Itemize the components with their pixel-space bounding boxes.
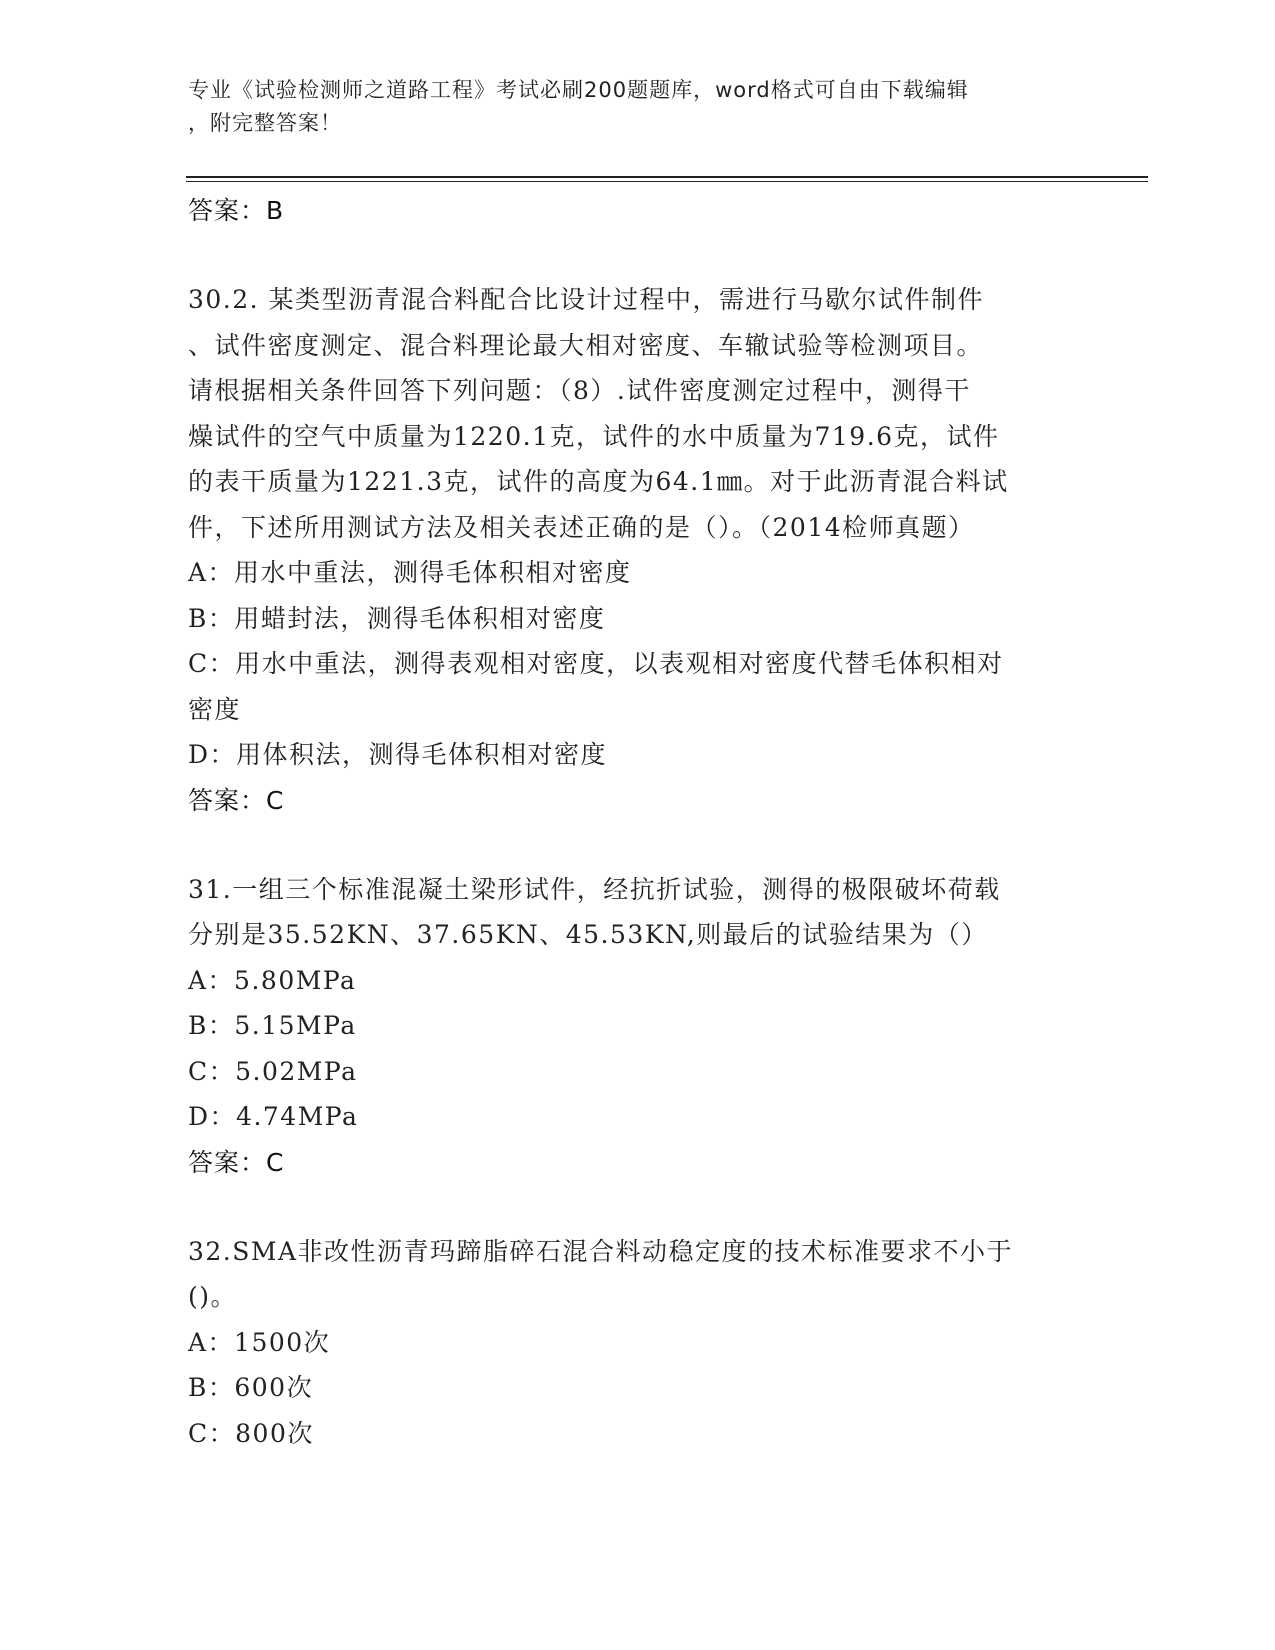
option-d: D：4.74MPa [188,1102,359,1131]
option-b: B：600次 [188,1373,314,1402]
question-line: 件，下述所用测试方法及相关表述正确的是（）。（2014检师真题） [188,512,975,542]
previous-answer: 答案：B [188,196,285,225]
option-a: A：5.80MPa [188,965,357,995]
option-c: C：用水中重法，测得表观相对密度，以表观相对密度代替毛体积相对 [188,649,1004,678]
question-31 [188,867,1088,1185]
option-b: B：5.15MPa [188,1011,357,1040]
option-a: A：用水中重法，测得毛体积相对密度 [188,558,632,587]
spacer [188,233,1088,277]
option-c: C：5.02MPa [188,1056,358,1086]
question-line: 32.SMA非改性沥青玛蹄脂碎石混合料动稳定度的技术标准要求不小于 [188,1236,1014,1266]
option-c: C：800次 [188,1418,314,1448]
question-line: 、试件密度测定、混合料理论最大相对密度、车辙试验等检测项目。 [188,330,984,360]
question-line: 30.2. 某类型沥青混合料配合比设计过程中，需进行马歇尔试件制件 [188,285,985,314]
option-d: D：用体积法，测得毛体积相对密度 [188,740,608,769]
spacer [188,1185,1088,1229]
header-divider-thin [186,181,1148,182]
spacer [188,823,1088,867]
answer: 答案：C [188,785,285,815]
question-line: ()。 [188,1282,238,1311]
question-line: 31.一组三个标准混凝土梁形试件，经抗折试验，测得的极限破坏荷载 [188,874,1001,904]
answer: 答案：C [188,1147,285,1177]
header-divider-thick [186,176,1148,178]
document-header [188,74,1068,140]
option-a: A：1500次 [188,1327,331,1357]
question-line: 请根据相关条件回答下列问题：（8）.试件密度测定过程中，测得干 [188,376,971,405]
option-b: B：用蜡封法，测得毛体积相对密度 [188,603,606,633]
question-list [188,188,1088,1456]
question-line: 燥试件的空气中质量为1220.1克，试件的水中质量为719.6克，试件 [188,421,1000,451]
option-c-continued: 密度 [188,694,242,724]
question-32 [188,1229,1088,1457]
question-30-2 [188,277,1088,823]
header-line-1: 专业《试验检测师之道路工程》考试必刷200题题库，word格式可自由下载编辑 [188,78,969,102]
header-line-2: ，附完整答案！ [188,111,342,135]
question-line: 的表干质量为1221.3克，试件的高度为64.1㎜。对于此沥青混合料试 [188,467,1009,496]
question-line: 分别是35.52KN、37.65KN、45.53KN,则最后的试验结果为（） [188,920,988,949]
